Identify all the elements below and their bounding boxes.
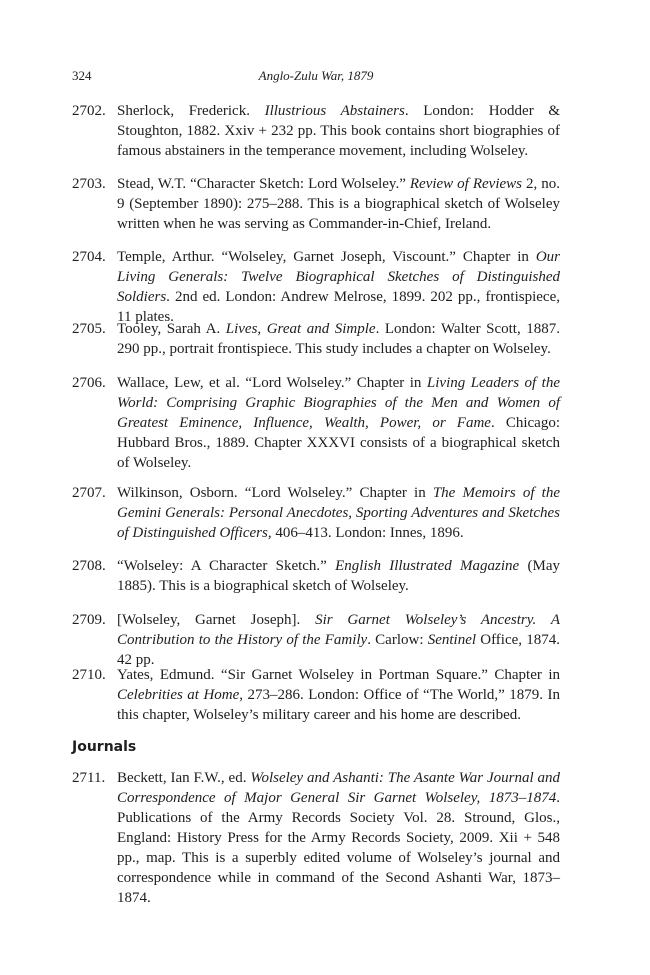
entry-text-segment: . London: Walter Scott, 1887. 290 pp., portrait frontispiece. This study includes a chapter on Wolseley. — [117, 321, 560, 357]
bibliography-entry — [72, 174, 560, 234]
entry-text-segment: Wallace, Lew, et al. “Lord Wolseley.” Chapter in — [117, 375, 427, 391]
entry-text — [117, 373, 560, 473]
entry-text-segment: Wilkinson, Osborn. “Lord Wolseley.” Chapter in — [117, 485, 433, 501]
entry-text-segment: [Wolseley, Garnet Joseph]. — [117, 612, 316, 628]
entry-text-segment: Yates, Edmund. “Sir Garnet Wolseley in Portman Square.” Chapter in — [117, 667, 560, 683]
entry-text-segment: “Wolseley: A Character Sketch.” — [117, 558, 336, 574]
entry-text — [117, 768, 560, 908]
page-number: 324 — [72, 68, 92, 83]
entry-text-segment: . London: Hodder & Stoughton, 1882. Xxiv + 232 pp. This book contains short biographies of famous abstainers in the temperance movement, including Wolseley. — [117, 103, 561, 159]
entry-text — [117, 665, 560, 725]
entry-text-segment: Sherlock, Frederick. — [117, 103, 265, 119]
entry-title-italic: Sir Garnet Wolseley’s Ancestry. A Contribution to the History of the Family — [117, 612, 561, 648]
bibliography-entry — [72, 247, 560, 327]
entry-title-italic: Sentinel — [427, 632, 477, 648]
entry-number: 2710. — [72, 667, 106, 683]
entry-text — [117, 174, 560, 234]
bibliography-entry — [72, 373, 560, 473]
entry-number: 2708. — [72, 558, 106, 574]
entry-text-segment: . Publications of the Army Records Society Vol. 28. Stround, Glos., England: History Press for the Army Records Society, 2009. Xii + 548 pp., map. This is a superbly edited volume of Wolseley’s journal and correspondence while in command of the Second Ashanti War, 1873–1874. — [117, 790, 560, 906]
entry-text — [117, 247, 560, 327]
entry-text-segment: . Carlow: — [367, 632, 428, 648]
entry-text — [117, 101, 560, 161]
entry-text-segment: Beckett, Ian F.W., ed. — [117, 770, 251, 786]
bibliography-entry — [72, 610, 560, 670]
entry-number: 2707. — [72, 485, 106, 501]
entry-title-italic: Illustrious Abstainers — [264, 103, 405, 119]
entry-text-segment: Stead, W.T. “Character Sketch: Lord Wolseley.” — [117, 176, 410, 192]
entry-text-segment: (May 1885). This is a biographical sketch of Wolseley. — [117, 558, 560, 594]
bibliography-entry — [72, 319, 560, 359]
entry-number: 2702. — [72, 103, 106, 119]
bibliography-entry — [72, 556, 560, 596]
entry-text-segment: , 273–286. London: Office of “The World,” 1879. In this chapter, Wolseley’s military career and his home are described. — [117, 687, 560, 723]
entry-text-segment: , 406–413. London: Innes, 1896. — [267, 525, 464, 541]
running-title: Anglo-Zulu War, 1879 — [258, 68, 374, 83]
entry-title-italic: English Illustrated Magazine — [335, 558, 520, 574]
entry-text — [117, 556, 560, 596]
entry-title-italic: Our Living Generals: Twelve Biographical Sketches of Distinguished Soldiers — [117, 249, 560, 305]
entry-text-segment: . Chicago: Hubbard Bros., 1889. Chapter XXXVI consists of a biographical sketch of Wolseley. — [117, 415, 560, 471]
entry-text-segment: Temple, Arthur. “Wolseley, Garnet Joseph, Viscount.” Chapter in — [117, 249, 536, 265]
section-heading: Journals — [72, 739, 137, 755]
bibliography-entry — [72, 768, 560, 908]
entry-text-segment: Office, 1874. 42 pp. — [117, 632, 560, 668]
entry-text-segment: . 2nd ed. London: Andrew Melrose, 1899. 202 pp., frontispiece, 11 plates. — [117, 289, 560, 325]
entry-title-italic: The Memoirs of the Gemini Generals: Personal Anecdotes, Sporting Adventures and Sketches of Distinguished Officers — [117, 485, 560, 541]
entry-title-italic: Lives, Great and Simple — [225, 321, 376, 337]
entry-text-segment: 2, no. 9 (September 1890): 275–288. This is a biographical sketch of Wolseley written when he was serving as Commander-in-Chief, Ireland. — [117, 176, 561, 232]
entry-title-italic: Living Leaders of the World: Comprising Graphic Biographies of the Men and Women of Greatest Eminence, Influence, Wealth, Power, or Fame — [117, 375, 560, 431]
entry-text-segment: Tooley, Sarah A. — [117, 321, 226, 337]
entry-text — [117, 610, 560, 670]
entry-number: 2703. — [72, 176, 106, 192]
entry-text — [117, 319, 560, 359]
entry-title-italic: Celebrities at Home — [117, 687, 240, 703]
bibliography-entry — [72, 101, 560, 161]
running-head — [72, 66, 560, 88]
entry-number: 2711. — [72, 770, 106, 786]
entry-title-italic: Wolseley and Ashanti: The Asante War Journal and Correspondence of Major General Sir Garnet Wolseley, 1873–1874 — [117, 770, 560, 806]
entry-number: 2706. — [72, 375, 106, 391]
bibliography-entry — [72, 665, 560, 725]
entry-number: 2704. — [72, 249, 106, 265]
entry-text — [117, 483, 560, 543]
bibliography-entry — [72, 483, 560, 543]
entry-number: 2705. — [72, 321, 106, 337]
entry-number: 2709. — [72, 612, 106, 628]
entry-title-italic: Review of Reviews — [409, 176, 523, 192]
